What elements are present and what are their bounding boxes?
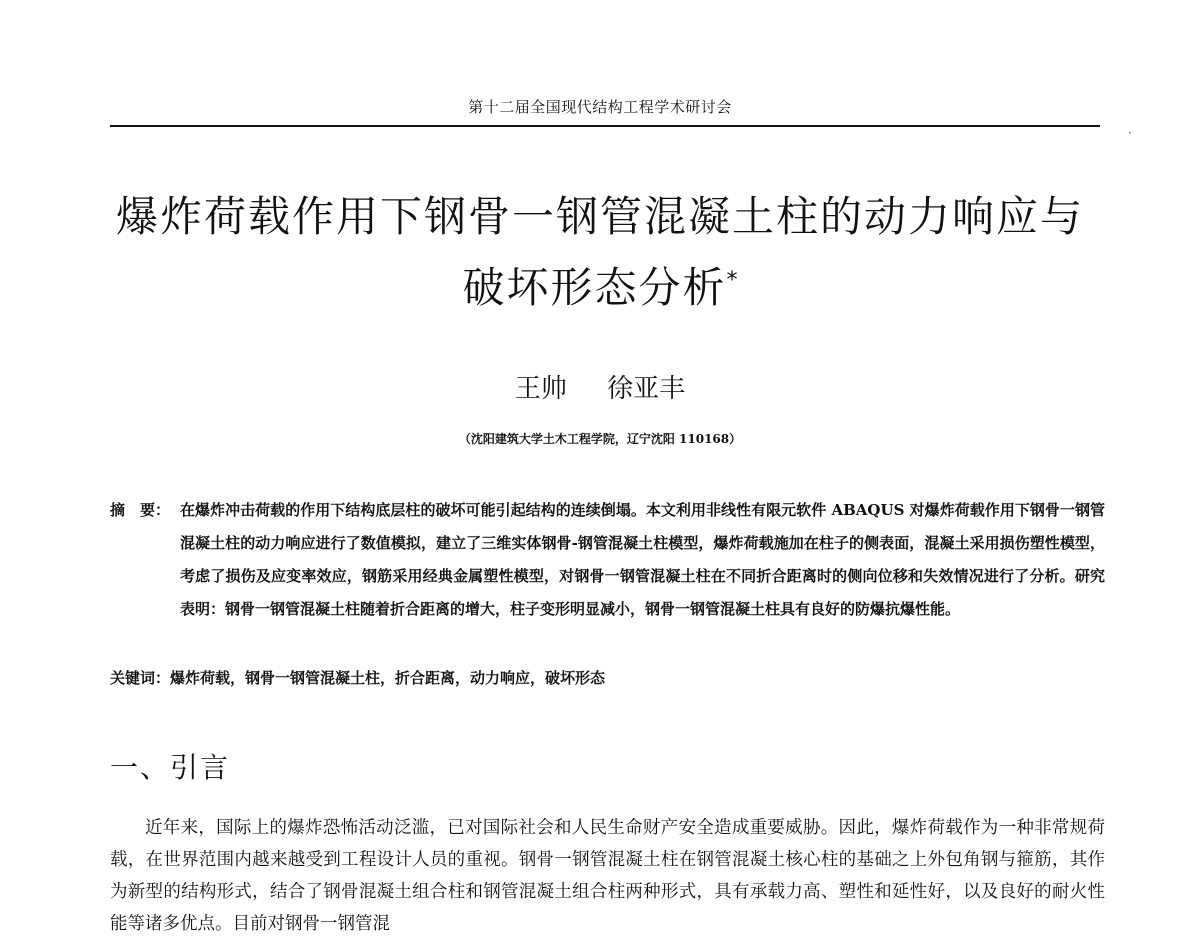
- header-rule: [110, 125, 1100, 127]
- author-2: 徐亚丰: [607, 374, 686, 404]
- margin-mark: ·: [1128, 126, 1132, 140]
- title-footnote-mark: *: [726, 268, 738, 293]
- affiliation: （沈阳建筑大学土木工程学院，辽宁沈阳 110168）: [458, 432, 742, 446]
- keywords: [110, 664, 1105, 692]
- keywords-text: 爆炸荷载，钢骨一钢管混凝土柱，折合距离，动力响应，破坏形态: [170, 669, 606, 687]
- title-line-1: 爆炸荷载作用下钢骨一钢管混凝土柱的动力响应与: [115, 192, 1084, 241]
- abstract: [110, 494, 1105, 626]
- abstract-label: 摘 要：: [110, 501, 171, 519]
- keywords-label: 关键词：: [110, 669, 171, 687]
- running-header: 第十二届全国现代结构工程学术研讨会: [468, 98, 732, 116]
- title-line-2: [0, 249, 1200, 320]
- section-heading-introduction: 一、引言: [110, 751, 231, 784]
- title-line-2-text: 破坏形态分析: [462, 263, 727, 312]
- body-paragraph: 近年来，国际上的爆炸恐怖活动泛滥，已对国际社会和人民生命财产安全造成重要威胁。因此，爆炸荷载作为一种非常规荷载，在世界范围内越来越受到工程设计人员的重视。钢骨一钢管混凝土柱在钢管混凝土核心柱的基础之上外包角钢与箍筋，其作为新型的结构形式，结合了钢骨混凝土组合柱和钢管混凝土组合柱两种形式，具有承载力高、塑性和延性好，以及良好的耐火性能等诸多优点。目前对钢骨一钢管混: [110, 818, 1105, 934]
- author-1: 王帅: [514, 374, 567, 404]
- paper-title: [0, 185, 1200, 320]
- authors: [0, 368, 1200, 405]
- abstract-text: 在爆炸冲击荷载的作用下结构底层柱的破坏可能引起结构的连续倒塌。本文利用非线性有限元软件 ABAQUS 对爆炸荷载作用下钢骨一钢管混凝土柱的动力响应进行了数值模拟，建立了三维实体钢骨-钢管混凝土柱模型，爆炸荷载施加在柱子的侧表面，混凝土采用损伤塑性模型，考虑了损伤及应变率效应，钢筋采用经典金属塑性模型，对钢骨一钢管混凝土柱在不同折合距离时的侧向位移和失效情况进行了分析。研究表明：钢骨一钢管混凝土柱随着折合距离的增大，柱子变形明显减小，钢骨一钢管混凝土柱具有良好的防爆抗爆性能。: [180, 501, 1105, 618]
